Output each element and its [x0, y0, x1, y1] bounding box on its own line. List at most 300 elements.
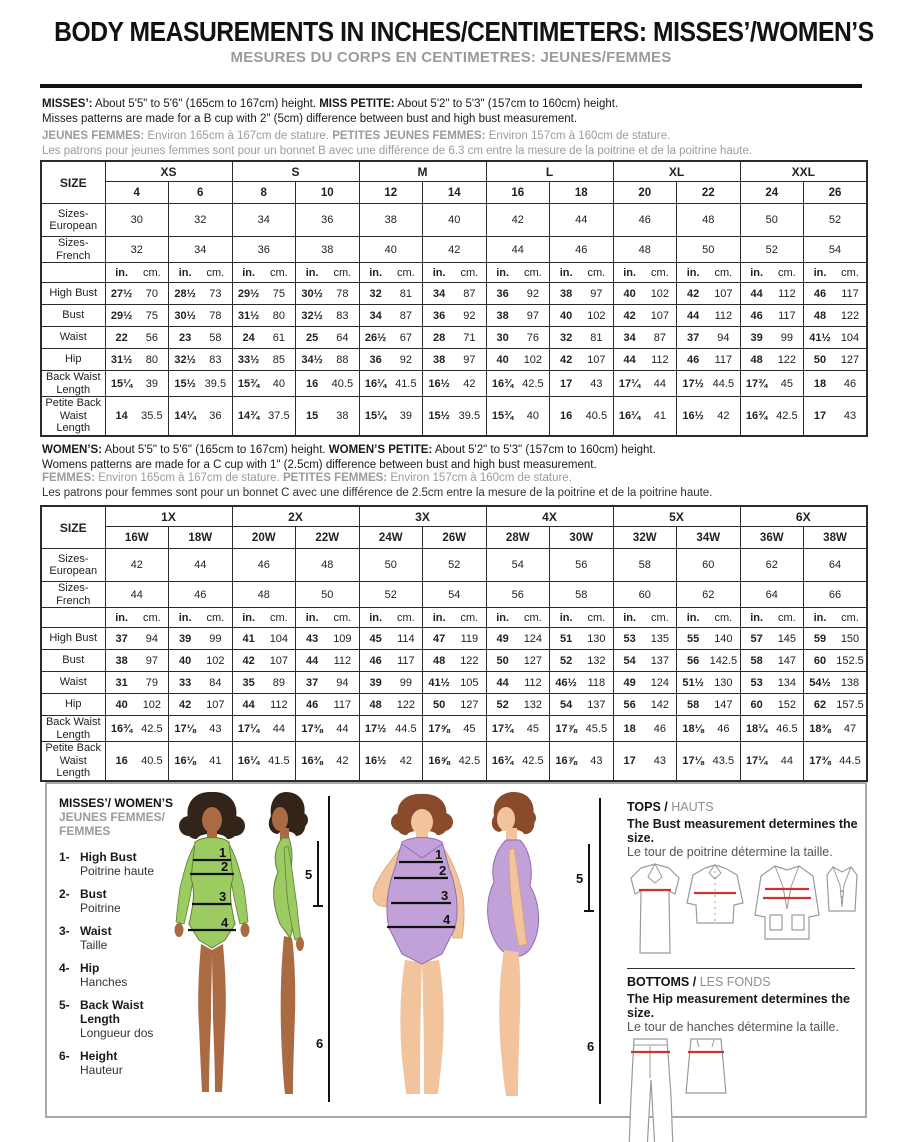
size-group-cell: 5X: [613, 506, 740, 527]
value-cell: 17⅛ 43: [169, 716, 233, 742]
value-cell: 46: [613, 204, 677, 237]
value-cell: 64: [804, 549, 868, 582]
row-label-cell: Sizes-European: [41, 549, 105, 582]
value-cell: 55 140: [677, 628, 741, 650]
value-cell: 46 117: [740, 305, 804, 327]
size-number-cell: 38W: [804, 527, 868, 549]
value-cell: 33½ 85: [232, 349, 296, 371]
value-cell: 16¼ 41.5: [359, 371, 423, 397]
value-cell: 42 107: [677, 283, 741, 305]
garment-guide-column: [627, 800, 859, 1142]
size-number-cell: 26: [804, 182, 868, 204]
value-cell: 56: [550, 549, 614, 582]
value-cell: 17⅜ 44: [296, 716, 360, 742]
value-cell: 36 92: [486, 283, 550, 305]
value-cell: 38 97: [486, 305, 550, 327]
value-cell: 41½ 104: [804, 327, 868, 349]
value-cell: 46: [232, 549, 296, 582]
row-label-cell: High Bust: [41, 283, 105, 305]
value-cell: 15¾ 40: [232, 371, 296, 397]
mark-6: 6: [587, 1039, 595, 1054]
value-cell: 34: [232, 204, 296, 237]
value-cell: in. cm.: [423, 263, 487, 283]
value-cell: 32: [169, 204, 233, 237]
row-label-cell: High Bust: [41, 628, 105, 650]
value-cell: 58: [613, 549, 677, 582]
value-cell: 38 97: [423, 349, 487, 371]
bottoms-note-fr: Le tour de hanches détermine la taille.: [627, 1020, 839, 1034]
size-header-cell: SIZE: [41, 161, 105, 204]
value-cell: 50: [359, 549, 423, 582]
value-cell: 33 84: [169, 672, 233, 694]
petites-femmes-text: Environ 157cm à 160cm de stature.: [390, 472, 572, 484]
value-cell: 62 157.5: [804, 694, 868, 716]
size-group-cell: XXL: [740, 161, 867, 182]
value-cell: 59 150: [804, 628, 868, 650]
size-group-cell: 4X: [486, 506, 613, 527]
mark-4: 4: [221, 915, 229, 930]
value-cell: in. cm.: [105, 608, 169, 628]
size-number-cell: 26W: [423, 527, 487, 549]
value-cell: 52 132: [550, 650, 614, 672]
value-cell: 54: [804, 237, 868, 263]
vest-sketch: [827, 867, 857, 911]
value-cell: 52: [359, 582, 423, 608]
size-group-cell: XS: [105, 161, 232, 182]
misses-cup-text-fr: Les patrons pour jeunes femmes sont pour un bonnet B avec une différence de 6.3 cm entre la mesure de la poitrine et de la poitrine haute.: [42, 144, 753, 157]
value-cell: 16 40.5: [296, 371, 360, 397]
size-number-cell: 22W: [296, 527, 360, 549]
legend-label-en: Back Waist Length: [80, 998, 144, 1026]
value-cell: 17⅝ 45: [423, 716, 487, 742]
petites-jeunes-femmes-label: PETITES JEUNES FEMMES:: [332, 130, 486, 142]
value-cell: 16½ 42: [677, 397, 741, 436]
value-cell: 15½ 39.5: [169, 371, 233, 397]
measurements-table: [40, 505, 868, 782]
value-cell: 15½ 39.5: [423, 397, 487, 436]
row-label-cell: [41, 608, 105, 628]
slim-front-figure: [175, 792, 250, 1092]
legend-label-fr: Longueur dos: [80, 1026, 154, 1040]
size-number-cell: 14: [423, 182, 487, 204]
value-cell: 16¼ 41.5: [232, 742, 296, 781]
value-cell: 36: [296, 204, 360, 237]
page-title: BODY MEASUREMENTS IN INCHES/CENTIMETERS: MISSES’/WOMEN’S: [54, 16, 874, 47]
value-cell: 56 142.5: [677, 650, 741, 672]
value-cell: 60: [613, 582, 677, 608]
size-number-cell: 32W: [613, 527, 677, 549]
size-group-cell: S: [232, 161, 359, 182]
value-cell: 42: [486, 204, 550, 237]
value-cell: 32½ 83: [169, 349, 233, 371]
section-divider: [627, 968, 855, 969]
value-cell: 16¼ 41: [613, 397, 677, 436]
value-cell: 39 99: [169, 628, 233, 650]
value-cell: 49 124: [613, 672, 677, 694]
blouse-sketch: [687, 865, 743, 923]
tops-section-title: [627, 800, 859, 814]
value-cell: 32: [105, 237, 169, 263]
value-cell: 64: [740, 582, 804, 608]
value-cell: 16⅞ 43: [550, 742, 614, 781]
value-cell: 32½ 83: [296, 305, 360, 327]
legend-title-fr: JEUNES FEMMES/ FEMMES: [59, 810, 166, 838]
size-group-cell: L: [486, 161, 613, 182]
value-cell: 44 112: [232, 694, 296, 716]
measurements-table: [40, 160, 868, 437]
tops-note-fr: Le tour de poitrine détermine la taille.: [627, 845, 833, 859]
size-number-cell: 6: [169, 182, 233, 204]
legend-label-en: Hip: [80, 961, 100, 975]
value-cell: 31 79: [105, 672, 169, 694]
value-cell: 15¾ 40: [486, 397, 550, 436]
value-cell: 54½ 138: [804, 672, 868, 694]
value-cell: 44: [105, 582, 169, 608]
row-label-cell: Bust: [41, 305, 105, 327]
legend-title-en: MISSES’/ WOMEN’S: [59, 796, 174, 810]
miss-petite-label: MISS PETITE:: [319, 98, 395, 110]
value-cell: 26½ 67: [359, 327, 423, 349]
value-cell: 40 102: [486, 349, 550, 371]
skirt-sketch: [686, 1039, 726, 1093]
value-cell: 44: [486, 237, 550, 263]
figure-panel: [45, 782, 867, 1118]
value-cell: 46: [169, 582, 233, 608]
value-cell: 60 152: [740, 694, 804, 716]
value-cell: 41 104: [232, 628, 296, 650]
value-cell: 34 87: [423, 283, 487, 305]
value-cell: 44 112: [486, 672, 550, 694]
size-number-cell: 22: [677, 182, 741, 204]
value-cell: 28½ 73: [169, 283, 233, 305]
size-number-cell: 18W: [169, 527, 233, 549]
womens-petite-height-text: About 5'2" to 5'3" (157cm to 160cm) height.: [434, 444, 656, 456]
value-cell: 45 114: [359, 628, 423, 650]
value-cell: 52: [423, 549, 487, 582]
value-cell: in. cm.: [550, 608, 614, 628]
femmes-text: Environ 165cm à 167cm de stature.: [98, 472, 280, 484]
value-cell: 16½ 42: [359, 742, 423, 781]
value-cell: 17 43: [613, 742, 677, 781]
legend-number: 2-: [59, 887, 70, 901]
value-cell: 50: [740, 204, 804, 237]
page-subtitle: MESURES DU CORPS EN CENTIMETRES: JEUNES/FEMMES: [230, 49, 672, 66]
value-cell: 40 102: [105, 694, 169, 716]
row-label-cell: Hip: [41, 349, 105, 371]
plus-measure-lines: [576, 798, 600, 1104]
value-cell: 17½ 44.5: [677, 371, 741, 397]
bottoms-section-title: [627, 975, 859, 989]
value-cell: 30½ 78: [169, 305, 233, 327]
value-cell: 50 127: [486, 650, 550, 672]
legend-label-fr: Taille: [80, 938, 108, 952]
value-cell: 66: [804, 582, 868, 608]
value-cell: 36: [232, 237, 296, 263]
value-cell: 18¼ 46.5: [740, 716, 804, 742]
value-cell: 52: [804, 204, 868, 237]
value-cell: 23 58: [169, 327, 233, 349]
value-cell: 44: [169, 549, 233, 582]
value-cell: 15¼ 39: [359, 397, 423, 436]
value-cell: 43 109: [296, 628, 360, 650]
value-cell: 51½ 130: [677, 672, 741, 694]
tops-label-fr: HAUTS: [671, 800, 714, 814]
value-cell: 57 145: [740, 628, 804, 650]
jacket-sketch: [755, 866, 819, 939]
value-cell: 38: [359, 204, 423, 237]
mark-1: 1: [219, 845, 227, 860]
value-cell: 18⅛ 46: [677, 716, 741, 742]
value-cell: in. cm.: [359, 608, 423, 628]
value-cell: in. cm.: [740, 608, 804, 628]
value-cell: 16¾ 42.5: [486, 742, 550, 781]
value-cell: 25 64: [296, 327, 360, 349]
value-cell: 36 92: [423, 305, 487, 327]
value-cell: 48 122: [804, 305, 868, 327]
value-cell: 24 61: [232, 327, 296, 349]
value-cell: 17⅞ 45.5: [550, 716, 614, 742]
jeunes-femmes-label: JEUNES FEMMES:: [42, 130, 145, 142]
value-cell: 44 112: [677, 305, 741, 327]
value-cell: 16⅝ 42.5: [423, 742, 487, 781]
row-label-cell: Petite Back Waist Length: [41, 742, 105, 781]
value-cell: 48: [677, 204, 741, 237]
value-cell: 28 71: [423, 327, 487, 349]
jeunes-femmes-text: Environ 165cm à 167cm de stature.: [147, 130, 329, 142]
value-cell: 42 107: [169, 694, 233, 716]
womens-height-text: About 5'5" to 5'6" (165cm to 167cm) height.: [104, 444, 326, 456]
value-cell: 62: [677, 582, 741, 608]
value-cell: 46 117: [359, 650, 423, 672]
mark-2: 2: [439, 863, 447, 878]
value-cell: 50: [677, 237, 741, 263]
value-cell: 40 102: [613, 283, 677, 305]
bottoms-sketches: [627, 1038, 859, 1142]
value-cell: 17½ 44.5: [359, 716, 423, 742]
size-group-cell: 6X: [740, 506, 867, 527]
value-cell: in. cm.: [486, 608, 550, 628]
tops-note-en: The Bust measurement determines the size.: [627, 817, 858, 845]
womens-intro-en: [42, 443, 872, 472]
womens-label: WOMEN’S:: [42, 444, 103, 456]
plus-side-figure: [488, 792, 539, 1096]
row-label-cell: Bust: [41, 650, 105, 672]
value-cell: 14 35.5: [105, 397, 169, 436]
size-number-cell: 20W: [232, 527, 296, 549]
size-number-cell: 24: [740, 182, 804, 204]
value-cell: 17 43: [804, 397, 868, 436]
body-figures-illustration: [152, 786, 622, 1114]
value-cell: 44: [550, 204, 614, 237]
petites-jeunes-femmes-text: Environ 157cm à 160cm de stature.: [488, 130, 671, 142]
value-cell: 34: [169, 237, 233, 263]
mark-5: 5: [305, 867, 313, 882]
pants-sketch: [629, 1039, 673, 1142]
value-cell: 16⅛ 41: [169, 742, 233, 781]
value-cell: 44 112: [613, 349, 677, 371]
size-number-cell: 16: [486, 182, 550, 204]
value-cell: in. cm.: [550, 263, 614, 283]
value-cell: in. cm.: [232, 608, 296, 628]
value-cell: 18⅜ 47: [804, 716, 868, 742]
value-cell: 52: [740, 237, 804, 263]
value-cell: 50 127: [804, 349, 868, 371]
slim-side-figure: [269, 792, 308, 1094]
value-cell: 58: [550, 582, 614, 608]
value-cell: 46 117: [804, 283, 868, 305]
value-cell: in. cm.: [296, 608, 360, 628]
womens-table-host: [40, 505, 868, 782]
row-label-cell: Waist: [41, 327, 105, 349]
value-cell: 42 107: [232, 650, 296, 672]
value-cell: 47 119: [423, 628, 487, 650]
value-cell: 54: [423, 582, 487, 608]
bottoms-label-fr: LES FONDS: [699, 975, 771, 989]
legend-label-en: Bust: [80, 887, 107, 901]
mark-3: 3: [441, 888, 449, 903]
value-cell: 50: [296, 582, 360, 608]
tops-label: TOPS /: [627, 800, 668, 814]
value-cell: 32 81: [359, 283, 423, 305]
value-cell: in. cm.: [296, 263, 360, 283]
value-cell: in. cm.: [804, 263, 868, 283]
header-rule: [40, 84, 862, 88]
value-cell: 48: [613, 237, 677, 263]
misses-table-host: [40, 160, 868, 437]
value-cell: 48 122: [359, 694, 423, 716]
value-cell: 17¾ 45: [486, 716, 550, 742]
mark-5: 5: [576, 871, 584, 886]
womens-intro-fr: [42, 471, 872, 500]
value-cell: in. cm.: [169, 263, 233, 283]
value-cell: 34 87: [359, 305, 423, 327]
size-group-cell: 3X: [359, 506, 486, 527]
size-number-cell: 8: [232, 182, 296, 204]
value-cell: 17¼ 44: [613, 371, 677, 397]
value-cell: 17 43: [550, 371, 614, 397]
value-cell: 56 142: [613, 694, 677, 716]
row-label-cell: Hip: [41, 694, 105, 716]
value-cell: 40 102: [169, 650, 233, 672]
value-cell: 44 112: [740, 283, 804, 305]
size-number-cell: 30W: [550, 527, 614, 549]
size-group-cell: M: [359, 161, 486, 182]
value-cell: 42: [105, 549, 169, 582]
value-cell: 29½ 75: [232, 283, 296, 305]
value-cell: 29½ 75: [105, 305, 169, 327]
mark-1: 1: [435, 847, 443, 862]
legend-label-en: Waist: [80, 924, 112, 938]
value-cell: 56: [486, 582, 550, 608]
value-cell: 38: [296, 237, 360, 263]
value-cell: in. cm.: [804, 608, 868, 628]
value-cell: in. cm.: [677, 608, 741, 628]
value-cell: 46½ 118: [550, 672, 614, 694]
row-label-cell: Sizes-French: [41, 237, 105, 263]
size-group-cell: XL: [613, 161, 740, 182]
value-cell: 35 89: [232, 672, 296, 694]
value-cell: 51 130: [550, 628, 614, 650]
size-group-cell: 1X: [105, 506, 232, 527]
value-cell: 58 147: [740, 650, 804, 672]
value-cell: 62: [740, 549, 804, 582]
value-cell: 48 122: [740, 349, 804, 371]
value-cell: 17¾ 45: [740, 371, 804, 397]
legend-number: 6-: [59, 1049, 70, 1063]
value-cell: 39 99: [740, 327, 804, 349]
legend-label-fr: Hauteur: [80, 1063, 123, 1077]
row-label-cell: Back Waist Length: [41, 371, 105, 397]
value-cell: in. cm.: [169, 608, 233, 628]
legend-number: 5-: [59, 998, 70, 1012]
size-number-cell: 10: [296, 182, 360, 204]
value-cell: 49 124: [486, 628, 550, 650]
size-number-cell: 36W: [740, 527, 804, 549]
tops-sketches: [627, 863, 859, 957]
value-cell: 32 81: [550, 327, 614, 349]
value-cell: 37 94: [677, 327, 741, 349]
womens-cup-text-fr: Les patrons pour femmes sont pour un bonnet C avec une différence de 2.5cm entre la mesure de la poitrine et de la poitrine haute.: [42, 486, 713, 499]
womens-cup-text: Womens patterns are made for a C cup with 1" (2.5cm) difference between bust and high bust measurement.: [42, 458, 597, 471]
size-number-cell: 16W: [105, 527, 169, 549]
value-cell: 42 107: [613, 305, 677, 327]
value-cell: 39 99: [359, 672, 423, 694]
value-cell: 54 137: [613, 650, 677, 672]
value-cell: in. cm.: [423, 608, 487, 628]
bottoms-note-en: The Hip measurement determines the size.: [627, 992, 850, 1020]
row-label-cell: Back Waist Length: [41, 716, 105, 742]
misses-label: MISSES’:: [42, 98, 93, 110]
value-cell: 46 117: [296, 694, 360, 716]
legend-number: 4-: [59, 961, 70, 975]
value-cell: in. cm.: [359, 263, 423, 283]
value-cell: 31½ 80: [105, 349, 169, 371]
value-cell: 31½ 80: [232, 305, 296, 327]
value-cell: 42 107: [550, 349, 614, 371]
value-cell: 38 97: [105, 650, 169, 672]
value-cell: in. cm.: [232, 263, 296, 283]
value-cell: 37 94: [296, 672, 360, 694]
value-cell: 54 137: [550, 694, 614, 716]
value-cell: in. cm.: [677, 263, 741, 283]
petites-femmes-label: PETITES FEMMES:: [282, 472, 388, 484]
size-number-cell: 12: [359, 182, 423, 204]
value-cell: 48 122: [423, 650, 487, 672]
value-cell: in. cm.: [613, 263, 677, 283]
value-cell: 38 97: [550, 283, 614, 305]
misses-cup-text: Misses patterns are made for a B cup with 2" (5cm) difference between bust and high bust measurement.: [42, 112, 578, 125]
size-number-cell: 18: [550, 182, 614, 204]
value-cell: 17¼ 44: [740, 742, 804, 781]
legend-number: 1-: [59, 850, 70, 864]
value-cell: 17⅛ 43.5: [677, 742, 741, 781]
value-cell: 16 40.5: [550, 397, 614, 436]
value-cell: 34½ 88: [296, 349, 360, 371]
value-cell: 16⅜ 42: [296, 742, 360, 781]
dress-sketch: [631, 864, 679, 953]
legend-label-fr: Poitrine: [80, 901, 121, 915]
value-cell: 14¾ 37.5: [232, 397, 296, 436]
value-cell: 18 46: [804, 371, 868, 397]
value-cell: 14¼ 36: [169, 397, 233, 436]
legend-label-fr: Hanches: [80, 975, 128, 989]
value-cell: in. cm.: [105, 263, 169, 283]
value-cell: 48: [296, 549, 360, 582]
value-cell: 44 112: [296, 650, 360, 672]
femmes-label: FEMMES:: [42, 472, 96, 484]
legend-label-en: Height: [80, 1049, 118, 1063]
value-cell: in. cm.: [486, 263, 550, 283]
